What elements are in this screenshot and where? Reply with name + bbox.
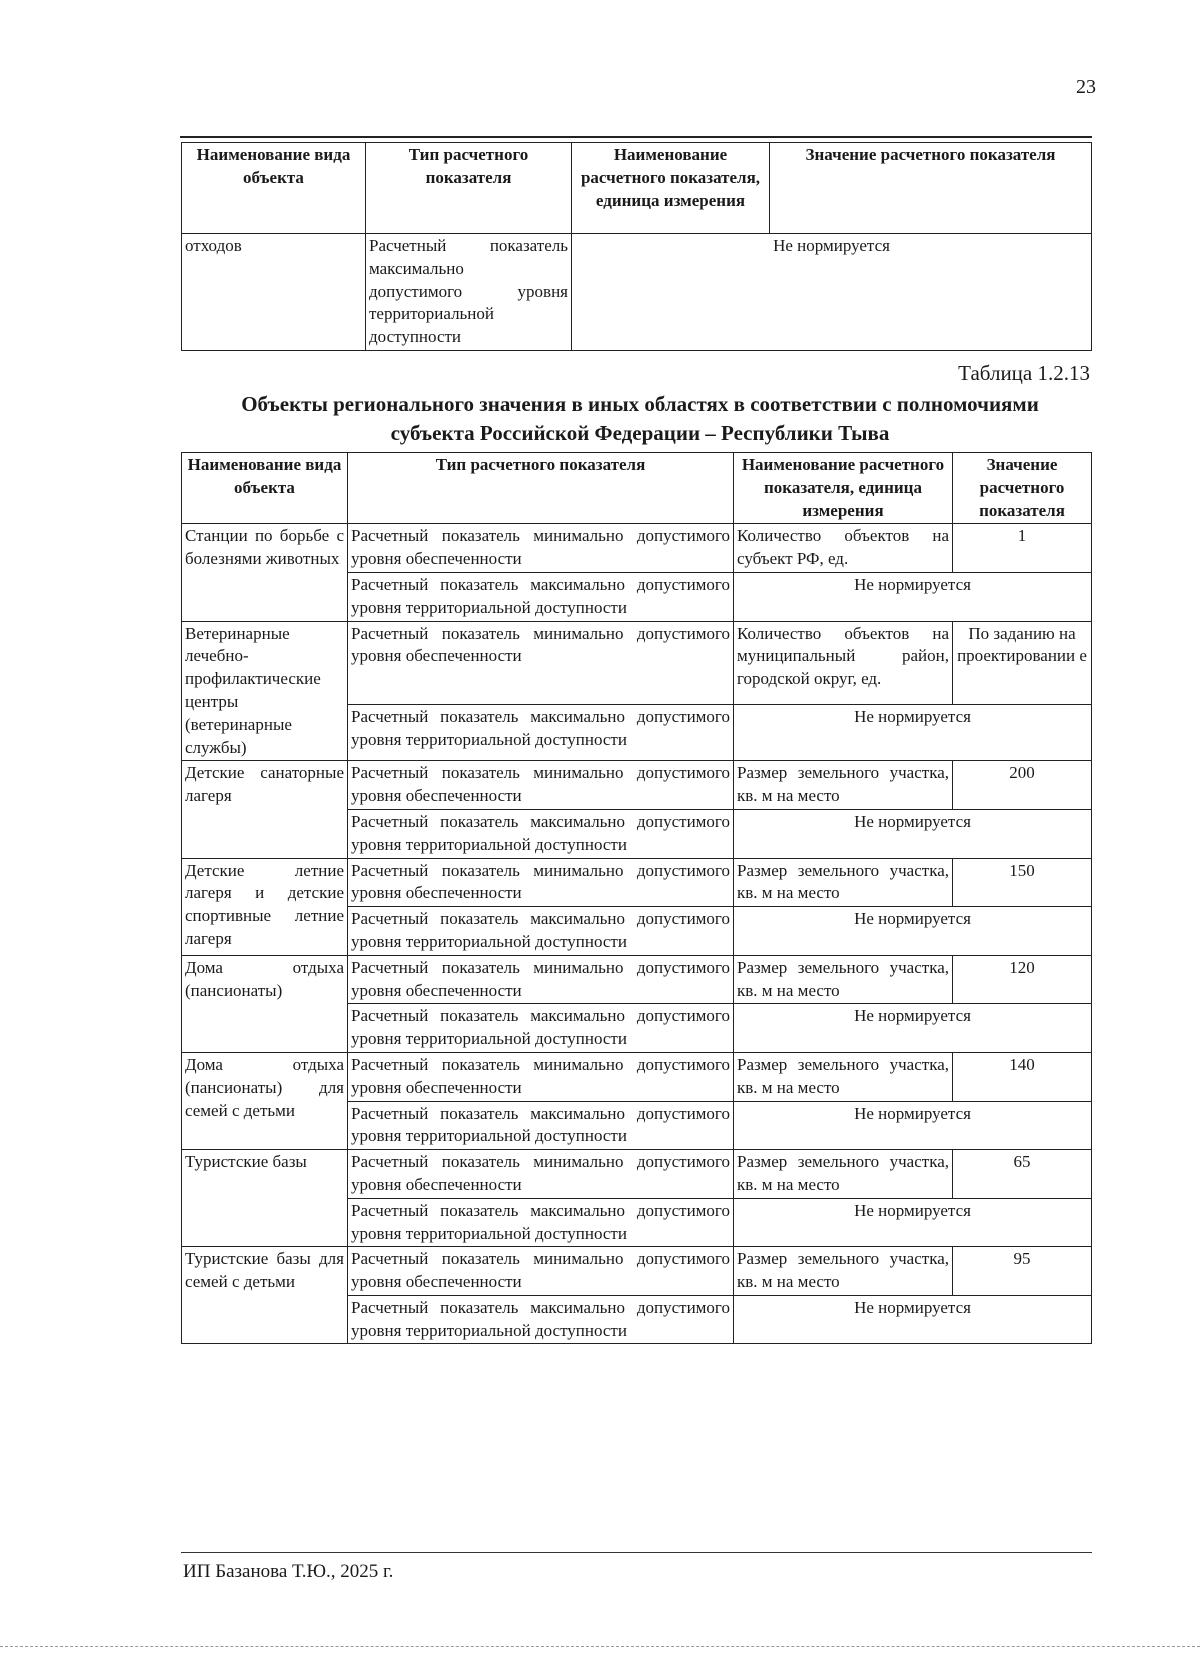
indicator-unit: Размер земельного участка, кв. м на место (734, 1052, 953, 1101)
indicator-max: Расчетный показатель максимально допустимого уровня территориальной доступности (348, 809, 734, 858)
indicator-min: Расчетный показатель минимально допустимого уровня обеспеченности (348, 524, 734, 573)
indicator-value: 1 (953, 524, 1092, 573)
table-row (182, 761, 1092, 810)
indicator-value-max: Не нормируется (734, 1198, 1092, 1247)
indicator-line: допустимого уровня (369, 281, 568, 301)
indicator-min: Расчетный показатель минимально допустимого уровня обеспеченности (348, 1247, 734, 1296)
table-row (182, 1247, 1092, 1296)
indicator-min: Расчетный показатель минимально допустимого уровня обеспеченности (348, 1052, 734, 1101)
indicator-min: Расчетный показатель минимально допустимого уровня обеспеченности (348, 955, 734, 1004)
indicator-line: максимально (369, 258, 464, 278)
indicator-value: Не нормируется (572, 234, 1092, 351)
objects-table (181, 452, 1092, 1344)
footer-text: ИП Базанова Т.Ю., 2025 г. (183, 1561, 394, 1582)
object-name: Дома отдыха (пансионаты) (182, 955, 348, 1052)
table-row (182, 524, 1092, 573)
table-row (182, 621, 1092, 704)
top-rule (180, 136, 1092, 138)
indicator-value-max: Не нормируется (734, 907, 1092, 956)
indicator-value-max: Не нормируется (734, 1101, 1092, 1150)
indicator-value: 95 (953, 1247, 1092, 1296)
indicator-max: Расчетный показатель максимально допустимого уровня территориальной доступности (348, 572, 734, 621)
header-object-type: Наименование вида объекта (182, 143, 366, 234)
header-indicator-type: Тип расчетного показателя (348, 453, 734, 524)
indicator-unit: Размер земельного участка, кв. м на место (734, 1150, 953, 1199)
scan-edge (0, 1646, 1200, 1647)
indicator-unit: Размер земельного участка, кв. м на место (734, 955, 953, 1004)
header-indicator-type: Тип расчетного показателя (366, 143, 572, 234)
indicator-value: 120 (953, 955, 1092, 1004)
indicator-value-max: Не нормируется (734, 1295, 1092, 1344)
header-object-type: Наименование вида объекта (182, 453, 348, 524)
objects-body (182, 524, 1092, 1344)
indicator-value-max: Не нормируется (734, 1004, 1092, 1053)
table-row (182, 1052, 1092, 1101)
title-line: субъекта Российской Федерации – Республики Тыва (390, 421, 890, 445)
indicator-unit: Размер земельного участка, кв. м на место (734, 761, 953, 810)
indicator-type (366, 234, 572, 351)
table-header-row (182, 453, 1092, 524)
indicator-max: Расчетный показатель максимально допустимого уровня территориальной доступности (348, 907, 734, 956)
indicator-line: доступности (369, 327, 462, 347)
page-number: 23 (1076, 76, 1096, 98)
table-caption: Таблица 1.2.13 (958, 361, 1090, 385)
object-name: Туристские базы (182, 1150, 348, 1247)
indicator-value: 150 (953, 858, 1092, 907)
header-indicator-value: Значение расчетного показателя (770, 143, 1092, 234)
indicator-max: Расчетный показатель максимально допустимого уровня территориальной доступности (348, 1101, 734, 1150)
object-name: Дома отдыха (пансионаты) для семей с детьми (182, 1052, 348, 1149)
object-name: Туристские базы для семей с детьми (182, 1247, 348, 1344)
object-name: Ветеринарные лечебно-профилактические центры (ветеринарные службы) (182, 621, 348, 761)
indicator-min: Расчетный показатель минимально допустимого уровня обеспеченности (348, 621, 734, 704)
indicator-max: Расчетный показатель максимально допустимого уровня территориальной доступности (348, 1198, 734, 1247)
indicator-value: 65 (953, 1150, 1092, 1199)
indicator-max: Расчетный показатель максимально допустимого уровня территориальной доступности (348, 704, 734, 761)
indicator-unit: Размер земельного участка, кв. м на место (734, 1247, 953, 1296)
table-row (182, 955, 1092, 1004)
object-name: Детские летние лагеря и детские спортивные летние лагеря (182, 858, 348, 955)
indicator-max: Расчетный показатель максимально допустимого уровня территориальной доступности (348, 1004, 734, 1053)
footer-rule (181, 1552, 1092, 1553)
header-indicator-name: Наименование расчетного показателя, единица измерения (734, 453, 953, 524)
title-line: Объекты регионального значения в иных областях в соответствии с полномочиями (241, 392, 1039, 416)
indicator-value: 140 (953, 1052, 1092, 1101)
object-name: Детские санаторные лагеря (182, 761, 348, 858)
indicator-value-max: Не нормируется (734, 809, 1092, 858)
indicator-unit: Размер земельного участка, кв. м на место (734, 858, 953, 907)
indicator-value: 200 (953, 761, 1092, 810)
indicator-min: Расчетный показатель минимально допустимого уровня обеспеченности (348, 1150, 734, 1199)
header-indicator-name: Наименование расчетного показателя, единица измерения (572, 143, 770, 234)
indicator-min: Расчетный показатель минимально допустимого уровня обеспеченности (348, 858, 734, 907)
indicator-unit: Количество объектов на муниципальный район, городской округ, ед. (734, 621, 953, 704)
indicator-unit: Количество объектов на субъект РФ, ед. (734, 524, 953, 573)
table-row (182, 234, 1092, 351)
table-header-row (182, 143, 1092, 234)
indicator-value-max: Не нормируется (734, 572, 1092, 621)
continued-table (181, 142, 1092, 351)
table-row (182, 1150, 1092, 1199)
header-indicator-value: Значение расчетного показателя (953, 453, 1092, 524)
indicator-max: Расчетный показатель максимально допустимого уровня территориальной доступности (348, 1295, 734, 1344)
indicator-min: Расчетный показатель минимально допустимого уровня обеспеченности (348, 761, 734, 810)
indicator-value: По заданию на проектировании е (953, 621, 1092, 704)
indicator-line: Расчетный показатель (369, 236, 568, 255)
object-name: отходов (182, 234, 366, 351)
table-title (160, 390, 1120, 448)
indicator-value-max: Не нормируется (734, 704, 1092, 761)
indicator-line: территориальной (369, 304, 495, 324)
object-name: Станции по борьбе с болезнями животных (182, 524, 348, 621)
table-row (182, 858, 1092, 907)
